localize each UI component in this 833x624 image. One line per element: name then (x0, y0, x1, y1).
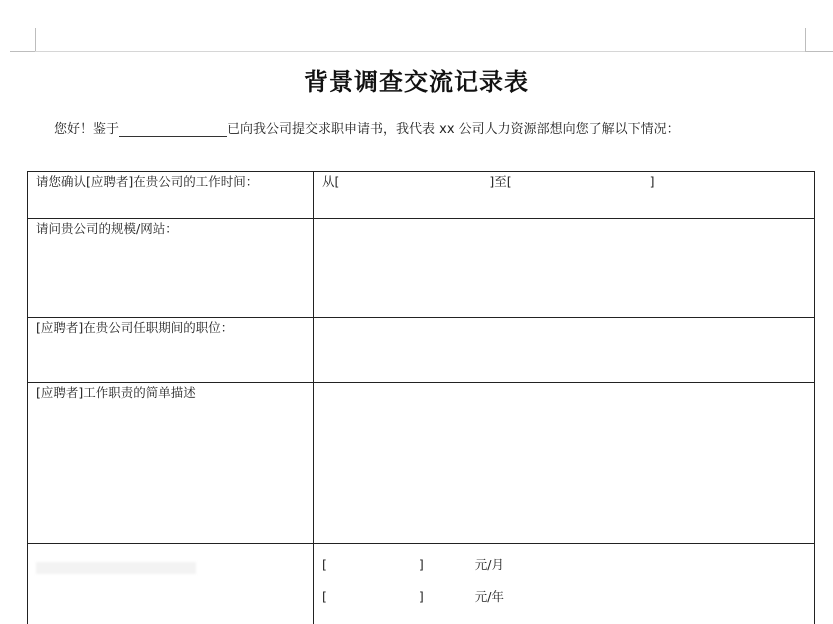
monthly-salary-line (322, 557, 806, 573)
applicant-name-blank[interactable] (119, 122, 227, 137)
intro-paragraph (54, 118, 680, 137)
job-duty-field[interactable] (314, 383, 815, 544)
crop-mark-right-vertical (805, 28, 806, 52)
yearly-salary-line (322, 589, 806, 605)
monthly-unit: 元/月 (474, 557, 504, 572)
salary-field[interactable] (314, 544, 815, 624)
intro-text: 已向我公司提交求职申请书，我代表 xx 公司人力资源部想向您了解以下情况： (227, 122, 680, 137)
salary-label-cell (28, 544, 314, 624)
crop-mark-left-vertical (35, 28, 36, 52)
document-title: 背景调查交流记录表 (304, 68, 529, 96)
page-top-margin-line (35, 51, 805, 52)
employment-period-field[interactable] (314, 172, 815, 219)
job-duty-label: [应聘者]工作职责的简单描述 (28, 383, 314, 544)
table-row (28, 544, 815, 624)
obscured-label (36, 562, 196, 574)
employment-period-value (322, 174, 655, 189)
table-row (28, 318, 815, 383)
crop-mark-left-horizontal (10, 51, 35, 52)
period-from-label: 从[ (322, 174, 340, 189)
yearly-unit: 元/年 (474, 589, 504, 604)
monthly-close-bracket: ] (418, 557, 424, 572)
job-position-label: [应聘者]在贵公司任职期间的职位： (28, 318, 314, 383)
yearly-close-bracket: ] (418, 589, 424, 604)
company-scale-label: 请问贵公司的规模/网站： (28, 219, 314, 318)
yearly-open-bracket: [ (322, 589, 327, 604)
period-to-label: ]至[ (489, 174, 512, 189)
employment-period-label: 请您确认[应聘者]在贵公司的工作时间： (28, 172, 314, 219)
monthly-open-bracket: [ (322, 557, 327, 572)
table-row (28, 172, 815, 219)
job-position-field[interactable] (314, 318, 815, 383)
table-row (28, 383, 815, 544)
crop-mark-right-horizontal (805, 51, 833, 52)
intro-greeting: 您好！鉴于 (54, 122, 120, 137)
reference-check-table (27, 171, 815, 624)
table-row (28, 219, 815, 318)
period-close-bracket: ] (649, 174, 655, 189)
company-scale-field[interactable] (314, 219, 815, 318)
